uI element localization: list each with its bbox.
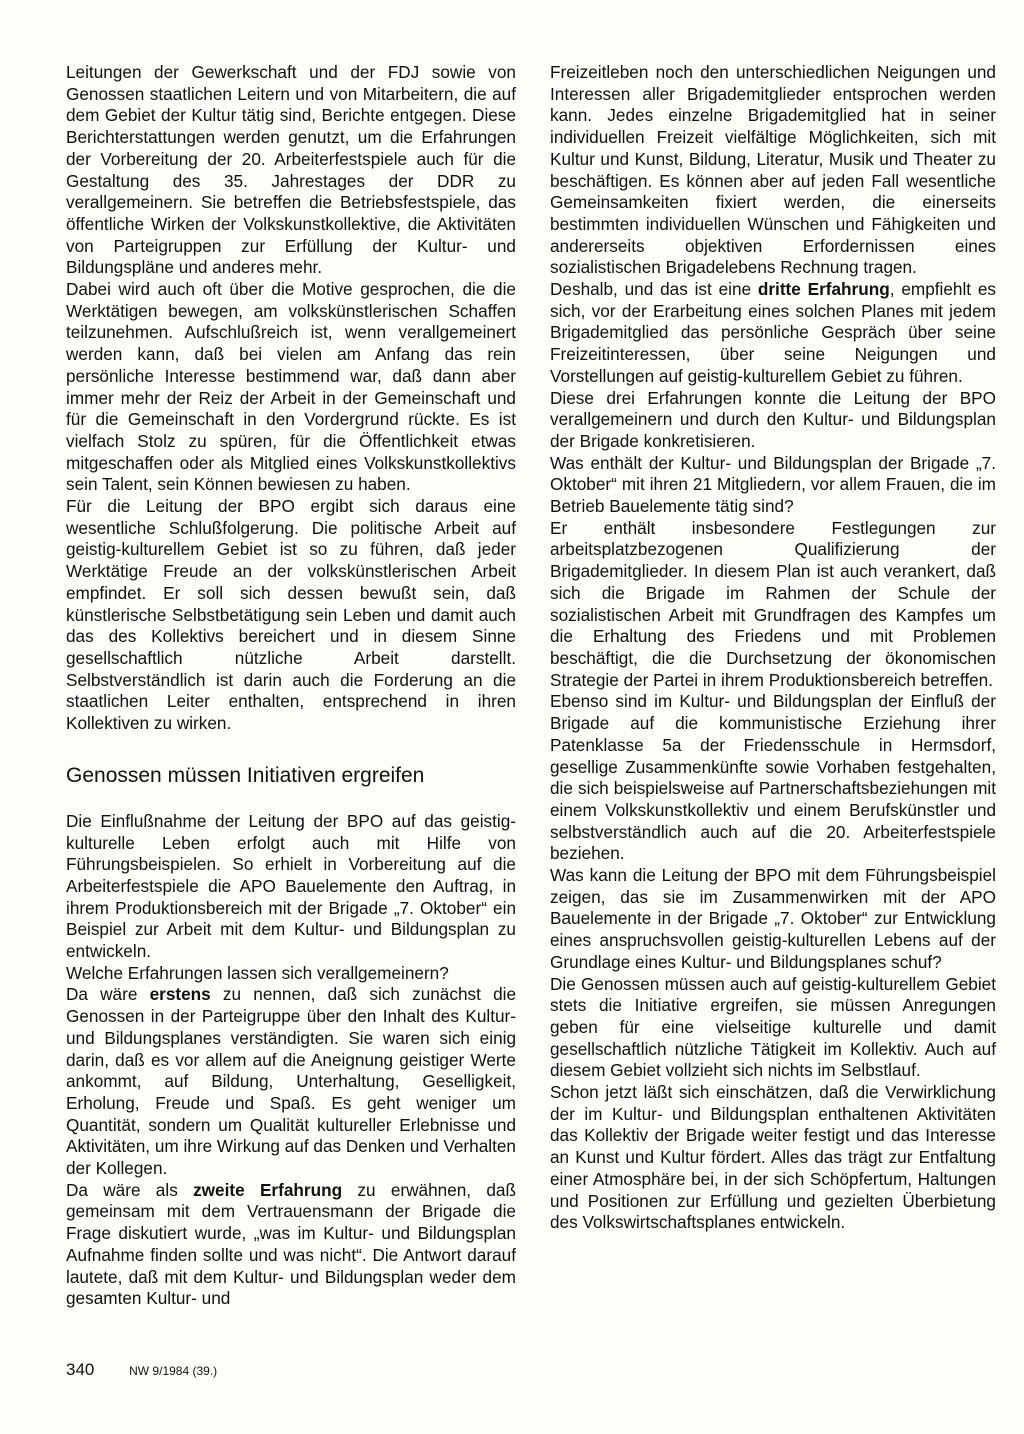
paragraph: Die Genossen müssen auch auf geistig-kulturellem Gebiet stets die Initiative ergreifen, sie müssen Anregungen geben für eine vielseitige kulturelle und damit gesellschaftlich nützliche Tätigkeit im Kollektiv. Auch auf diesem Gebiet vollzieht sich nichts im Selbstlauf. <box>550 973 996 1081</box>
paragraph <box>550 279 996 388</box>
left-column <box>66 62 516 1310</box>
paragraph: Dabei wird auch oft über die Motive gesprochen, die die Werktätigen bewegen, am volkskünstlerischen Schaffen teilzunehmen. Aufschlußreich ist, wenn verallgemeinert werden kann, daß bei vielen am Anfang das rein persönliche Interesse bestimmend war, daß dann aber immer mehr der Reiz der Arbeit in der Gemeinschaft und für die Gemeinschaft in den Vordergrund rückte. Es ist vielfach Stolz zu spüren, für die Öffentlichkeit etwas mitgeschaffen oder als Mitglied eines Volkskunstkollektivs sein Talent, sein Können bewiesen zu haben. <box>66 279 516 495</box>
paragraph: Was kann die Leitung der BPO mit dem Führungsbeispiel zeigen, das sie im Zusammenwirken mit der APO Bauelemente in der Brigade „7. Oktober“ zur Entwicklung eines anspruchsvollen geistig-kulturellen Lebens auf der Grundlage eines Kultur- und Bildungsplanes schuf? <box>550 865 996 972</box>
paragraph: Was enthält der Kultur- und Bildungsplan der Brigade „7. Oktober“ mit ihren 21 Mitgliedern, vor allem Frauen, die im Betrieb Bauelemente tätig sind? <box>550 452 996 517</box>
text-run: Da wäre <box>66 984 150 1005</box>
paragraph: Schon jetzt läßt sich einschätzen, daß die Verwirklichung der im Kultur- und Bildungsplan enthaltenen Aktivitäten das Kollektiv der Brigade weiter festigt und das Interesse an Kunst und Kultur fördert. Alles das trägt zur Entfaltung einer Atmosphäre bei, in der sich Schöpfertum, Haltungen und Positionen zur Erfüllung und gezielten Überbietung des Volkswirtschaftsplanes entwickeln. <box>550 1082 996 1233</box>
paragraph: Welche Erfahrungen lassen sich verallgemeinern? <box>66 962 449 983</box>
text-run: , empfiehlt es sich, vor der Erarbeitung eines solchen Planes mit jedem Brigademitglied das persönliche Gespräch über seine Freizeitinteressen, über seine Neigungen und Vorstellungen auf geistig-kulturellem Gebiet zu führen. <box>550 279 996 386</box>
paragraph: Freizeitleben noch den unterschiedlichen Neigungen und Interessen aller Brigademitglieder entsprochen werden kann. Jedes einzelne Brigademitglied hat in seiner individuellen Freizeit vielfältige Möglichkeiten, sich mit Kultur und Kunst, Bildung, Literatur, Musik und Theater zu beschäftigen. Es können aber auf jeden Fall wesentliche Gemeinsamkeiten fixiert werden, die einerseits bestimmten individuellen Wünschen und Fähigkeiten und andererseits objektiven Erfordernissen eines sozialistischen Brigadelebens Rechnung tragen. <box>550 62 996 278</box>
text-run: Deshalb, und das ist eine <box>550 279 758 300</box>
paragraph: Leitungen der Gewerkschaft und der FDJ sowie von Genossen staatlichen Leitern und von Mitarbeitern, die auf dem Gebiet der Kultur tätig sind, Berichte entgegen. Diese Berichterstattungen werden genutzt, um die Erfahrungen der Vorbereitung der 20. Arbeiterfestspiele auch für die Gestaltung des 35. Jahrestages der DDR zu verallgemeinern. Sie betreffen die Betriebsfestspiele, das öffentliche Wirken der Volkskunstkollektive, die Aktivitäten von Parteigruppen zur Erfüllung der Kultur- und Bildungspläne und anderes mehr. <box>66 62 516 278</box>
emphasis: dritte Erfahrung <box>757 279 890 300</box>
emphasis: erstens <box>149 984 211 1005</box>
section-heading: Genossen müssen Initiativen ergreifen <box>66 763 425 787</box>
issue-reference: NW 9/1984 (39.) <box>129 1364 218 1378</box>
paragraph: Die Einflußnahme der Leitung der BPO auf das geistig-kulturelle Leben erfolgt auch mit Hilfe von Führungsbeispielen. So erhielt in Vorbereitung auf die Arbeiterfestspiele die APO Bauelemente den Auftrag, in ihrem Produktionsbereich mit der Brigade „7. Oktober“ ein Beispiel zur Arbeit mit dem Kultur- und Bildungsplan zu entwickeln. <box>66 810 516 962</box>
text-run: zu erwähnen, daß gemeinsam mit dem Vertrauensmann der Brigade die Frage diskutiert wurde, „was im Kultur- und Bildungsplan Aufnahme finden sollte und was nicht“. Die Antwort darauf lautete, daß mit dem Kultur- und Bildungsplan weder dem gesamten Kultur- und <box>66 1179 516 1309</box>
emphasis: zweite Erfahrung <box>193 1179 343 1200</box>
paragraph: Er enthält insbesondere Festlegungen zur arbeitsplatzbezogenen Qualifizierung der Brigademitglieder. In diesem Plan ist auch verankert, daß sich die Brigade im Rahmen der Schule der sozialistischen Arbeit mit Grundfragen des Kampfes um die Erhaltung des Friedens und mit Problemen beschäftigt, die die Durchsetzung der ökonomischen Strategie der Partei in ihrem Produktionsbereich betreffen. <box>550 517 996 690</box>
paragraph <box>66 1180 516 1310</box>
text-run: Da wäre als <box>66 1179 194 1200</box>
paragraph: Diese drei Erfahrungen konnte die Leitung der BPO verallgemeinern und durch den Kultur- und Bildungsplan der Brigade konkretisieren. <box>550 387 996 451</box>
text-run: zu nennen, daß sich zunächst die Genossen in der Parteigruppe über den Inhalt des Kultur- und Bildungsplanes verständigten. Sie waren sich einig darin, daß es vor allem auf die Aneignung geistiger Werte ankommt, auf Bildung, Unterhaltung, Geselligkeit, Erholung, Freude und Spaß. Es geht weniger um Quantität, sondern um Qualität kultureller Erlebnisse und Aktivitäten, um ihre Wirkung auf das Denken und Verhalten der Kollegen. <box>66 984 517 1179</box>
paragraph <box>66 984 516 1179</box>
page-number: 340 <box>66 1360 95 1379</box>
page-footer <box>66 1360 217 1380</box>
paragraph: Für die Leitung der BPO ergibt sich daraus eine wesentliche Schlußfolgerung. Die politische Arbeit auf geistig-kulturellem Gebiet ist so zu führen, daß jeder Werktätige Freude an der volkskünstlerischen Arbeit empfindet. Er soll sich dessen bewußt sein, daß künstlerische Selbstbetätigung sein Leben und damit auch das des Kollektivs bereichert und in diesem Sinne gesellschaftlich nützliche Arbeit darstellt. Selbstverständlich ist darin auch die Forderung an die staatlichen Leiter enthalten, entsprechend in ihren Kollektiven zu wirken. <box>66 496 516 734</box>
right-column <box>550 62 996 1234</box>
paragraph: Ebenso sind im Kultur- und Bildungsplan der Einfluß der Brigade auf die kommunistische Erziehung ihrer Patenklasse 5a der Friedensschule in Hermsdorf, gesellige Zusammenkünfte sowie Vorhaben festgehalten, die sich beispielsweise auf Partnerschaftsbeziehungen mit einem Volkskunstkollektiv und einem Berufskünstler und selbstverständlich auch auf die 20. Arbeiterfestspiele beziehen. <box>550 691 996 864</box>
